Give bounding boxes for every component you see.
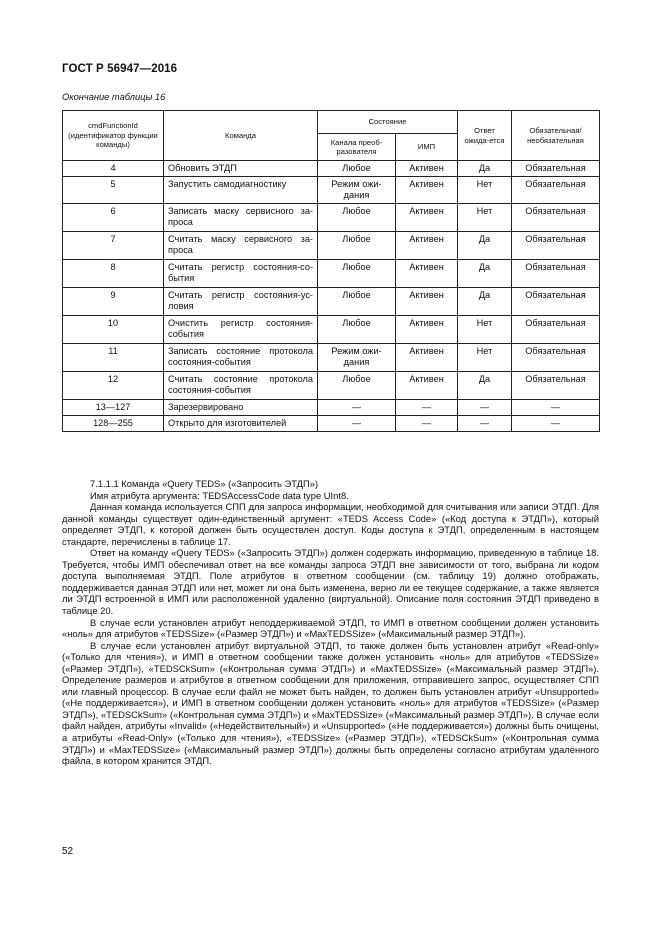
cell-reply: Да bbox=[458, 161, 512, 177]
cell-command: Считать маску сервисного за-проса bbox=[164, 232, 318, 260]
cell-function-id: 11 bbox=[63, 344, 164, 372]
table-row bbox=[63, 161, 600, 177]
cell-command: Обновить ЭТДП bbox=[164, 161, 318, 177]
cell-reply: Нет bbox=[458, 204, 512, 232]
document-header: ГОСТ Р 56947—2016 bbox=[62, 63, 178, 75]
section-heading: 7.1.1.1 Команда «Query TEDS» («Запросить ЭТДП») bbox=[90, 478, 319, 489]
cell-channel: — bbox=[318, 416, 396, 432]
cell-imp: Активен bbox=[396, 232, 458, 260]
cell-channel: Любое bbox=[318, 161, 396, 177]
header-function-id: cmdFunctionId (идентификатор функции команды) bbox=[63, 111, 164, 161]
cell-imp: Активен bbox=[396, 161, 458, 177]
cell-channel: Любое bbox=[318, 232, 396, 260]
paragraph: Имя атрибута аргумента: TEDSAccessCode data type UInt8. bbox=[90, 489, 349, 501]
cell-function-id: 6 bbox=[63, 204, 164, 232]
page-number: 52 bbox=[62, 846, 74, 857]
cell-imp: Активен bbox=[396, 204, 458, 232]
cell-mandatory: Обязательная bbox=[512, 260, 600, 288]
table-row bbox=[63, 344, 600, 372]
table-row bbox=[63, 316, 600, 344]
cell-command: Запустить самодиагностику bbox=[164, 177, 318, 204]
cell-reply: Да bbox=[458, 260, 512, 288]
cell-command: Считать регистр состояния-ус-ловия bbox=[164, 288, 318, 316]
table-caption: Окончание таблицы 16 bbox=[62, 92, 166, 102]
body-text bbox=[62, 478, 599, 767]
cell-imp: Активен bbox=[396, 372, 458, 400]
cell-function-id: 13—127 bbox=[63, 400, 164, 416]
cell-function-id: 128—255 bbox=[63, 416, 164, 432]
cell-channel: Любое bbox=[318, 204, 396, 232]
cell-mandatory: Обязательная bbox=[512, 177, 600, 204]
cell-imp: Активен bbox=[396, 288, 458, 316]
header-reply: Ответ ожида-ется bbox=[458, 111, 512, 161]
cell-reply: — bbox=[458, 400, 512, 416]
cell-function-id: 9 bbox=[63, 288, 164, 316]
table-row bbox=[63, 372, 600, 400]
cell-imp: Активен bbox=[396, 260, 458, 288]
cell-reply: Нет bbox=[458, 316, 512, 344]
table-row bbox=[63, 232, 600, 260]
cell-reply: Нет bbox=[458, 177, 512, 204]
cell-function-id: 4 bbox=[63, 161, 164, 177]
cell-reply: Да bbox=[458, 232, 512, 260]
cell-mandatory: Обязательная bbox=[512, 372, 600, 400]
cell-command: Считать регистр состояния-со-бытия bbox=[164, 260, 318, 288]
table-row bbox=[63, 400, 600, 416]
cell-imp: Активен bbox=[396, 316, 458, 344]
cell-command: Считать состояние протокола состояния-события bbox=[164, 372, 318, 400]
cell-mandatory: Обязательная bbox=[512, 232, 600, 260]
cell-imp: — bbox=[396, 400, 458, 416]
cell-command: Зарезервировано bbox=[164, 400, 318, 416]
cell-function-id: 12 bbox=[63, 372, 164, 400]
paragraph: В случае если установлен атрибут неподдерживаемой ЭТДП, то ИМП в ответном сообщении должен установить «ноль» для атрибутов «TEDSSize» («Размер ЭТДП») и «MaxTEDSSize» («Максимальный размер ЭТДП»). bbox=[62, 616, 599, 640]
cell-function-id: 10 bbox=[63, 316, 164, 344]
cell-mandatory: Обязательная bbox=[512, 161, 600, 177]
cell-reply: Нет bbox=[458, 344, 512, 372]
table-row bbox=[63, 177, 600, 204]
cell-reply: — bbox=[458, 416, 512, 432]
table-row bbox=[63, 416, 600, 432]
table-row bbox=[63, 288, 600, 316]
header-channel: Канала преоб-разователя bbox=[318, 134, 396, 161]
cell-channel: Режим ожи-дания bbox=[318, 344, 396, 372]
cell-mandatory: — bbox=[512, 416, 600, 432]
paragraph: Ответ на команду «Query TEDS» («Запросить ЭТДП») должен содержать информацию, приведенную в таблице 18. Требуется, чтобы ИМП обеспечивал ответ на все команды запроса ЭТДП вне зависимости от того, выбрана ли кодом доступа выполняемая ЭТДП. Поле атрибутов в ответном сообщении (см. таблицу 19) должно отображать, поддерживается данная ЭТДП или нет, может ли она быть изменена, верно ли ее текущее содержание, а также является ли ЭТДП встроенной в ИМП или расположенной удаленно (виртуальной). Описание поля состояния ЭТДП приведено в таблице 20. bbox=[62, 547, 599, 617]
header-imp: ИМП bbox=[396, 134, 458, 161]
cell-channel: Любое bbox=[318, 372, 396, 400]
cell-reply: Да bbox=[458, 288, 512, 316]
cell-channel: Любое bbox=[318, 316, 396, 344]
table-header-row bbox=[63, 111, 600, 134]
cell-reply: Да bbox=[458, 372, 512, 400]
cell-command: Открыто для изготовителей bbox=[164, 416, 318, 432]
cell-mandatory: Обязательная bbox=[512, 316, 600, 344]
cell-imp: — bbox=[396, 416, 458, 432]
cell-command: Очистить регистр состояния-события bbox=[164, 316, 318, 344]
cell-command: Записать состояние протокола состояния-события bbox=[164, 344, 318, 372]
table-row bbox=[63, 260, 600, 288]
cell-channel: Любое bbox=[318, 260, 396, 288]
cell-channel: Любое bbox=[318, 288, 396, 316]
cell-mandatory: Обязательная bbox=[512, 288, 600, 316]
cell-mandatory: Обязательная bbox=[512, 344, 600, 372]
header-command: Команда bbox=[164, 111, 318, 161]
table-row bbox=[63, 204, 600, 232]
paragraph: В случае если установлен атрибут виртуальной ЭТДП, то также должен быть установлен атрибут «Read-only» («Только для чтения»), и ИМП в ответном сообщении также должен установить «ноль» для атрибутов «TEDSSize» («Размер ЭТДП»), «TEDSCkSum» («Контрольная сумма ЭТДП») и «MaxTEDSSize» («Максимальный размер ЭТДП»). Определение размеров и атрибутов в ответном сообщении для приложения, отправившего запрос, осуществляет СПП или главный процессор. В случае если файл не может быть найден, то должен быть установлен атрибут «Unsupported» («Не поддерживается»), и ИМП в ответном сообщении должен установить «ноль» для атрибутов «TEDSSize» («Размер ЭТДП»), «TEDSCkSum» («Контрольная сумма ЭТДП») и «MaxTEDSSize» («Максимальный размер ЭТДП»). В случае если файл найден, атрибуты «Invalid» («Недействительный») и «Unsupported» («Не поддерживается») должны быть очищены, а атрибуты «Read-Only» («Только для чтения»), «TEDSSize» («Размер ЭТДП»), «TEDSCkSum» («Контрольная сумма ЭТДП») и «MaxTEDSSize» («Максимальный размер ЭТДП») должны быть определены согласно атрибутам удаленного файла, в котором хранится ЭТДП. bbox=[62, 639, 599, 767]
cell-channel: — bbox=[318, 400, 396, 416]
header-state: Состояние bbox=[318, 111, 458, 134]
table-body bbox=[63, 161, 600, 432]
header-mandatory: Обязательная/ необязательная bbox=[512, 111, 600, 161]
cell-channel: Режим ожи-дания bbox=[318, 177, 396, 204]
cell-function-id: 7 bbox=[63, 232, 164, 260]
paragraph: Данная команда используется СПП для запроса информации, необходимой для считывания или записи ЭТДП. Для данной команды существует один-единственный аргумент: «TEDS Access Code» («Код доступа к ЭТДП»), который определяет ЭТДП, к которой должен быть осуществлен доступ. Коды доступа к ЭТДП, определенным в настоящем стандарте, перечислены в таблице 17. bbox=[62, 501, 599, 547]
cell-imp: Активен bbox=[396, 344, 458, 372]
cell-function-id: 5 bbox=[63, 177, 164, 204]
cell-imp: Активен bbox=[396, 177, 458, 204]
cell-function-id: 8 bbox=[63, 260, 164, 288]
commands-table bbox=[62, 110, 600, 432]
cell-command: Записать маску сервисного за-проса bbox=[164, 204, 318, 232]
cell-mandatory: — bbox=[512, 400, 600, 416]
cell-mandatory: Обязательная bbox=[512, 204, 600, 232]
